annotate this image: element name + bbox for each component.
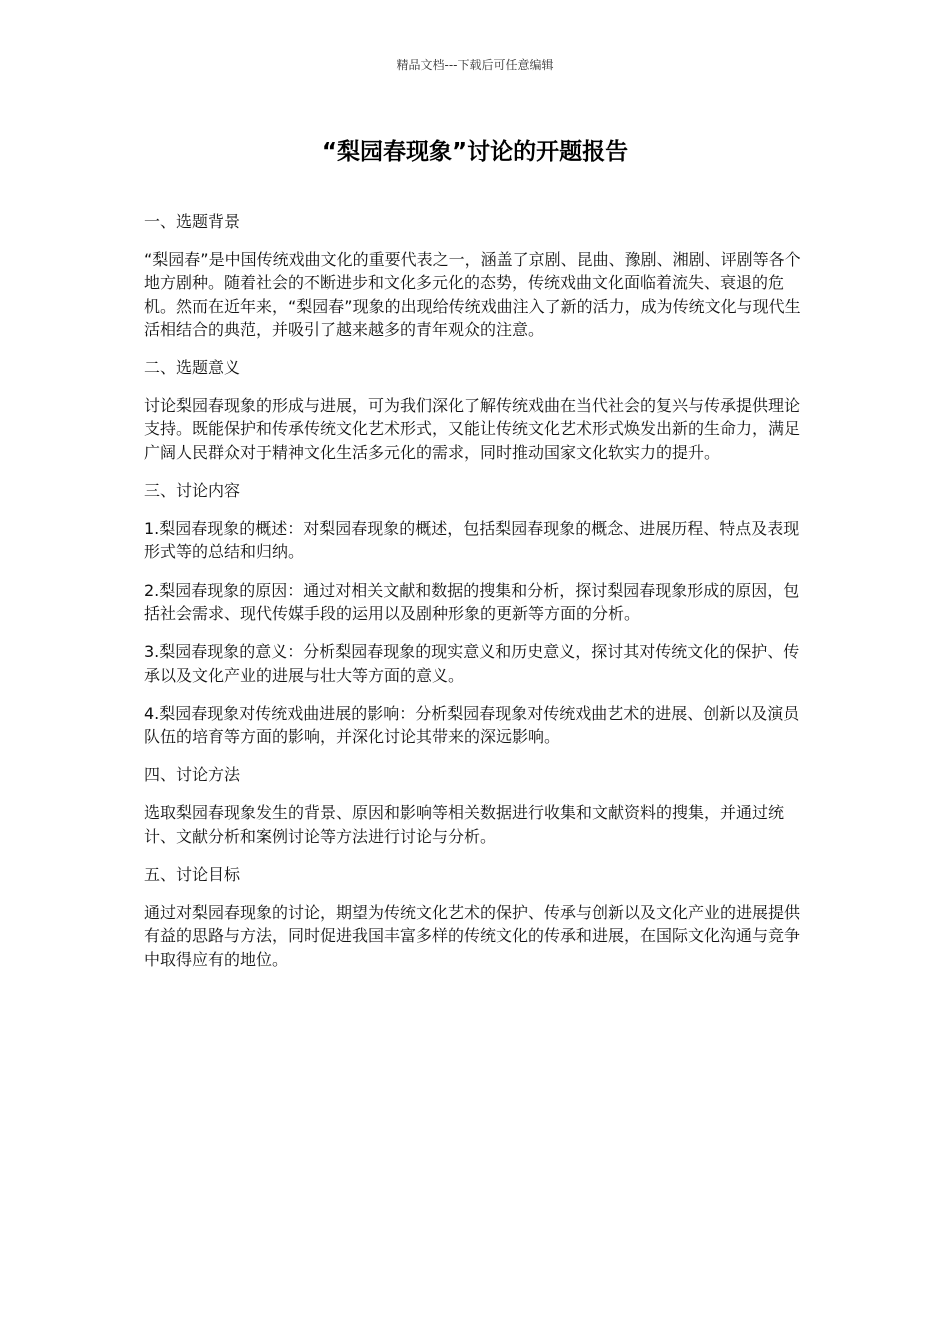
document-body xyxy=(144,210,804,986)
paragraph-item-4: 4.梨园春现象对传统戏曲进展的影响：分析梨园春现象对传统戏曲艺术的进展、创新以及演员队伍的培育等方面的影响，并深化讨论其带来的深远影响。 xyxy=(144,703,800,747)
section-heading: 三、讨论内容 xyxy=(144,481,241,501)
section-heading: 五、讨论目标 xyxy=(144,865,241,885)
paragraph: 选取梨园春现象发生的背景、原因和影响等相关数据进行收集和文献资料的搜集，并通过统计、文献分析和案例讨论等方法进行讨论与分析。 xyxy=(144,803,785,846)
section-heading: 二、选题意义 xyxy=(144,358,241,378)
section-methods xyxy=(144,763,804,848)
paragraph: 讨论梨园春现象的形成与进展，可为我们深化了解传统戏曲在当代社会的复兴与传承提供理论支持。既能保护和传承传统文化艺术形式，又能让传统文化艺术形式焕发出新的生命力，满足广阔人民群众对于精神文化生活多元化的需求，同时推动国家文化软实力的提升。 xyxy=(144,396,801,462)
section-heading: 四、讨论方法 xyxy=(144,765,241,785)
paragraph-item-1: 1.梨园春现象的概述：对梨园春现象的概述，包括梨园春现象的概念、进展历程、特点及表现形式等的总结和归纳。 xyxy=(144,519,800,562)
paragraph-item-3: 3.梨园春现象的意义：分析梨园春现象的现实意义和历史意义，探讨其对传统文化的保护、传承以及文化产业的进展与壮大等方面的意义。 xyxy=(144,642,800,685)
paragraph: 通过对梨园春现象的讨论，期望为传统文化艺术的保护、传承与创新以及文化产业的进展提供有益的思路与方法，同时促进我国丰富多样的传统文化的传承和进展，在国际文化沟通与竞争中取得应有的地位。 xyxy=(144,903,801,969)
section-significance xyxy=(144,356,804,464)
section-heading: 一、选题背景 xyxy=(144,212,241,231)
page-header: 精品文档---下载后可任意编辑 xyxy=(396,58,554,72)
section-content xyxy=(144,479,804,748)
document-title: “梨园春现象”讨论的开题报告 xyxy=(321,139,629,165)
section-goals xyxy=(144,863,804,971)
paragraph: “梨园春”是中国传统戏曲文化的重要代表之一，涵盖了京剧、昆曲、豫剧、湘剧、评剧等各个地方剧种。随着社会的不断进步和文化多元化的态势，传统戏曲文化面临着流失、衰退的危机。然而在近年来，“梨园春”现象的出现给传统戏曲注入了新的活力，成为传统文化与现代生活相结合的典范，并吸引了越来越多的青年观众的注意。 xyxy=(144,250,801,339)
paragraph-item-2: 2.梨园春现象的原因：通过对相关文献和数据的搜集和分析，探讨梨园春现象形成的原因，包括社会需求、现代传媒手段的运用以及剧种形象的更新等方面的分析。 xyxy=(144,580,800,623)
section-background xyxy=(144,210,804,341)
